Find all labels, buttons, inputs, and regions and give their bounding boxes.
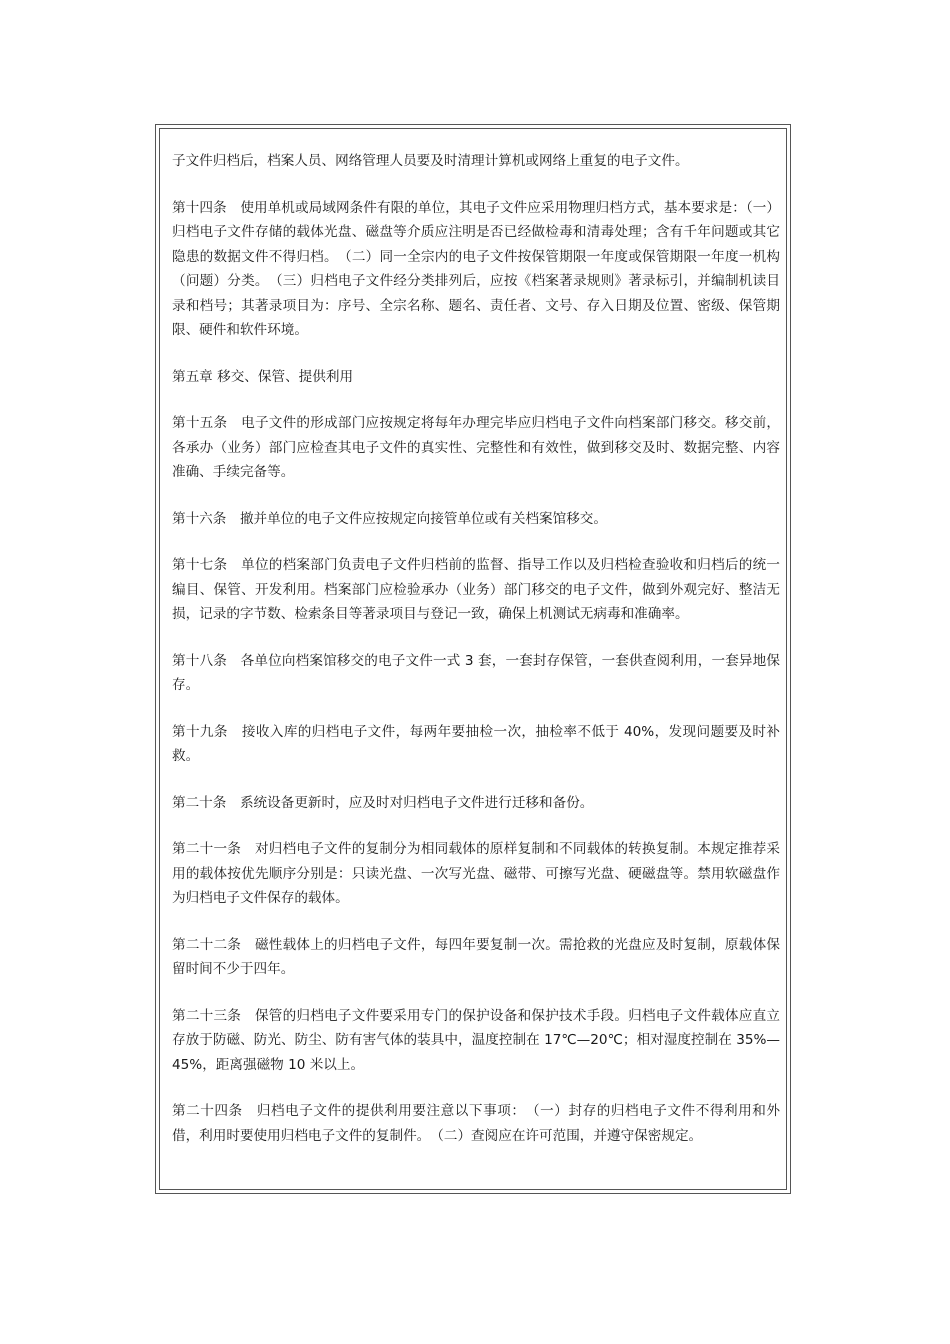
paragraph-article-14: 第十四条 使用单机或局域网条件有限的单位，其电子文件应采用物理归档方式，基本要求是：（一）归档电子文件存储的载体光盘、磁盘等介质应注明是否已经做检毒和清毒处理；含有千年问题或其它隐患的数据文件不得归档。 （二）同一全宗内的电子文件按保管期限一年度或保管期限一年度一机构（问题）分类。 （三）归档电子文件经分类排列后，应按《档案著录规则》著录标引，并编制机读目录和档号；其著录项目为：序号、全宗名称、题名、责任者、文号、存入日期及位置、密级、保管期限、硬件和软件环境。 xyxy=(172,199,780,338)
paragraph-article-22: 第二十二条 磁性载体上的归档电子文件，每四年要复制一次。需抢救的光盘应及时复制，原载体保留时间不少于四年。 xyxy=(172,936,780,977)
paragraph-cleanup-note: 子文件归档后，档案人员、网络管理人员要及时清理计算机或网络上重复的电子文件。 xyxy=(172,153,689,169)
paragraph-article-24: 第二十四条 归档电子文件的提供利用要注意以下事项： （一）封存的归档电子文件不得利用和外借，利用时要使用归档电子文件的复制件。 （二）查阅应在许可范围，并遵守保密规定。 xyxy=(172,1103,780,1144)
paragraph-article-16: 第十六条 撤并单位的电子文件应按规定向接管单位或有关档案馆移交。 xyxy=(172,510,607,527)
paragraph-article-18: 第十八条 各单位向档案馆移交的电子文件一式 3 套，一套封存保管，一套供查阅利用，一套异地保存。 xyxy=(172,652,780,693)
paragraph-article-21: 第二十一条 对归档电子文件的复制分为相同载体的原样复制和不同载体的转换复制。本规定推荐采用的载体按优先顺序分别是：只读光盘、一次写光盘、磁带、可擦写光盘、硬磁盘等。禁用软磁盘作为归档电子文件保存的载体。 xyxy=(172,841,780,906)
paragraph-article-15: 第十五条 电子文件的形成部门应按规定将每年办理完毕应归档电子文件向档案部门移交。移交前，各承办（业务）部门应检查其电子文件的真实性、完整性和有效性，做到移交及时、数据完整、内容准确、手续完备等。 xyxy=(172,415,780,480)
paragraph-article-23: 第二十三条 保管的归档电子文件要采用专门的保护设备和保护技术手段。归档电子文件载体应直立存放于防磁、防光、防尘、防有害气体的装具中，温度控制在 17℃—20℃；相对湿度控制在 35%—45%，距离强磁物 10 米以上。 xyxy=(172,1007,780,1073)
document-body xyxy=(172,149,780,1170)
paragraph-article-19: 第十九条 接收入库的归档电子文件，每两年要抽检一次，抽检率不低于 40%，发现问题要及时补救。 xyxy=(172,723,780,764)
chapter-5-heading: 第五章 移交、保管、提供利用 xyxy=(172,368,354,385)
paragraph-article-17: 第十七条 单位的档案部门负责电子文件归档前的监督、指导工作以及归档检查验收和归档后的统一编目、保管、开发利用。档案部门应检验承办（业务）部门移交的电子文件，做到外观完好、整洁无损，记录的字节数、检索条目等著录项目与登记一致，确保上机测试无病毒和准确率。 xyxy=(172,557,780,622)
paragraph-article-20: 第二十条 系统设备更新时，应及时对归档电子文件进行迁移和备份。 xyxy=(172,794,594,811)
